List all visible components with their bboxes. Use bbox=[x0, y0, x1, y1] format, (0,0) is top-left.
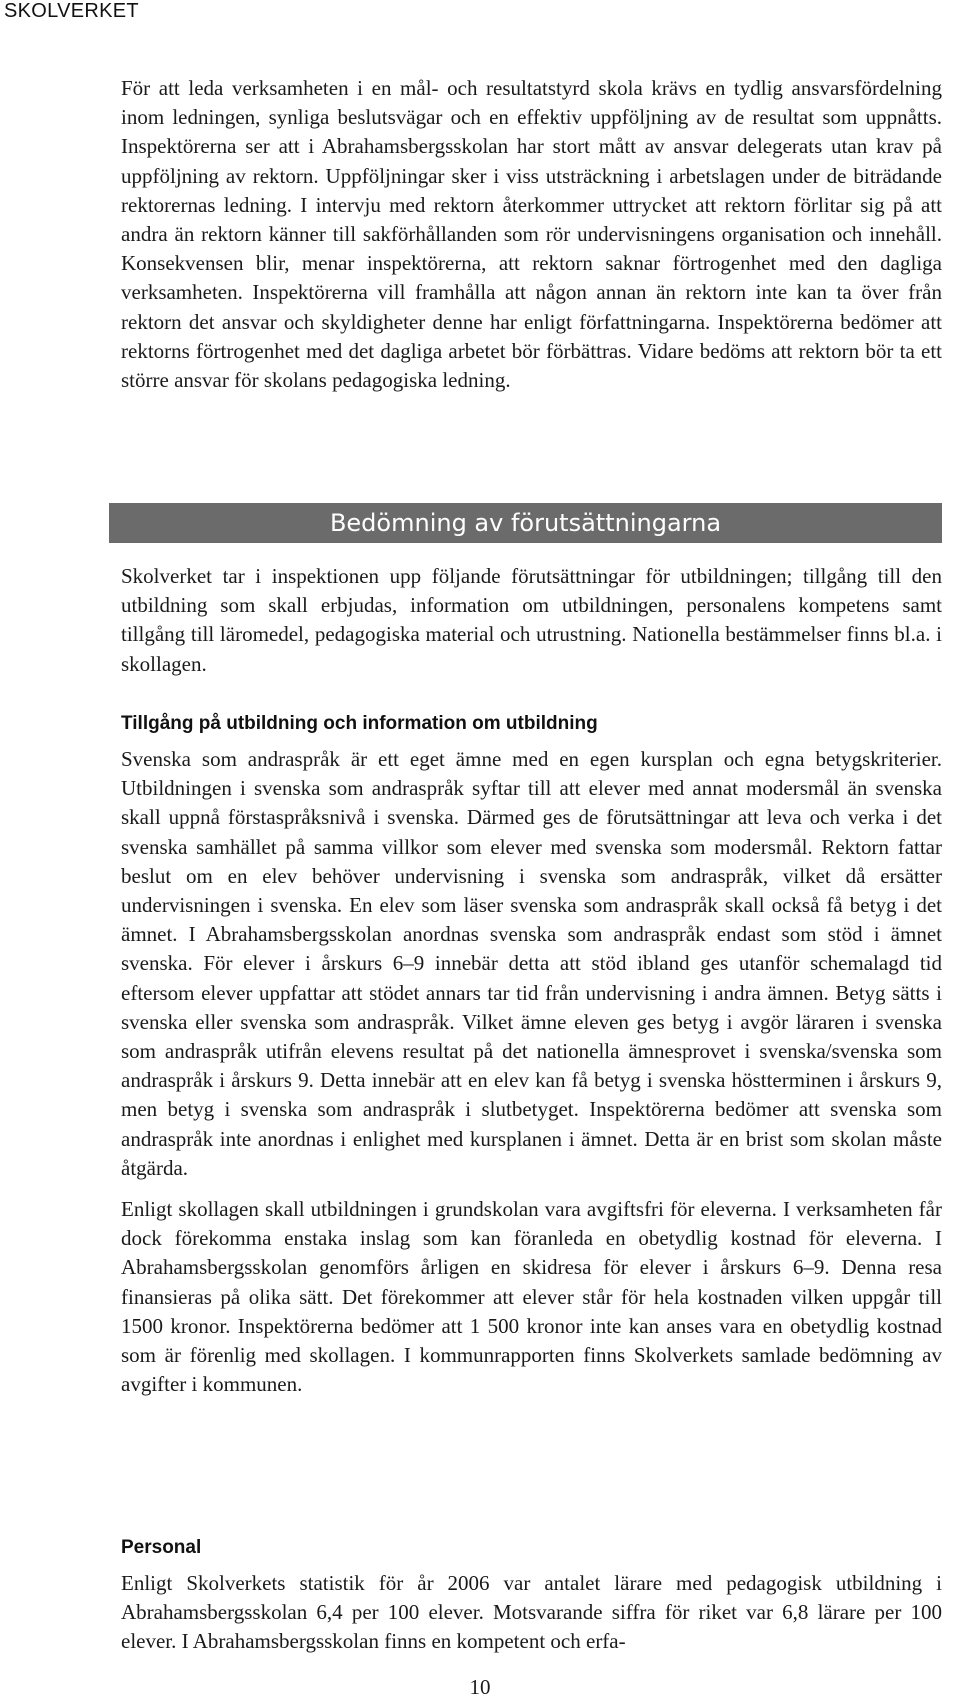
intro-paragraph: För att leda verksamheten i en mål- och resultatstyrd skola krävs en tydlig ansvarsfördelning inom ledningen, synliga beslutsvägar och en effektiv uppföljning av de resultat som uppnåtts. Inspektörerna ser att i Abrahamsbergsskolan har stort mått av ansvar delegerats utan krav på uppföljning av rektorn. Uppföljningar sker i viss utsträckning i arbetslagen under de biträdande rektorernas ledning. I intervju med rektorn återkommer uttrycket att rektorn förlitar sig på att andra än rektorn känner till sakförhållanden som rör undervisningens organisation och innehåll. Konsekvensen blir, menar inspektörerna, att rektorn saknar förtrogenhet med den dagliga verksamheten. Inspektörerna vill framhålla att någon annan än rektorn inte kan ta över från rektorn det ansvar och skyldigheter denne har enligt författningarna. Inspektörerna bedömer att rektorns förtrogenhet med det dagliga arbetet bör förbättras. Vidare bedöms att rektorn bör ta ett större ansvar för skolans pedagogiska ledning. bbox=[121, 76, 942, 393]
subsection-access bbox=[121, 713, 942, 1399]
section-banner: Bedömning av förutsättningarna bbox=[109, 503, 942, 543]
access-paragraph-2: Enligt skollagen skall utbildningen i grundskolan vara avgiftsfri för eleverna. I verksamheten får dock förekomma enstaka inslag som kan föranleda en obetydlig kostnad för eleverna. I Abrahamsbergsskolan genomförs årligen en skidresa för elever i årskurs 6–9. Denna resa finansieras på olika sätt. Det förekommer att elever står för hela kostnaden vilken uppgår till 1500 kronor. Inspektörerna bedömer att 1 500 kronor inte kan anses vara en obetydlig kostnad som är förenlig med skollagen. I kommunrapporten finns Skolverkets samlade bedömning av avgifter i kommunen. bbox=[121, 1197, 942, 1397]
running-head: SKOLVERKET bbox=[4, 0, 139, 22]
page-number: 10 bbox=[469, 1675, 491, 1699]
access-paragraph-1: Svenska som andraspråk är ett eget ämne med en egen kursplan och egna betygskriterier. Utbildningen i svenska som andraspråk syftar till att elever med annat modersmål än svenska skall uppnå förstaspråksnivå i svenska. Därmed ges de förutsättningar att leva och verka i det svenska samhället på samma villkor som elever med svenska som modersmål. Rektorn fattar beslut om en elev behöver undervisning i svenska som andraspråk, vilket då ersätter undervisningen i svenska. En elev som läser svenska som andraspråk skall också få betyg i det ämnet. I Abrahamsbergsskolan anordnas svenska som andraspråk endast som stöd i ämnet svenska. För elever i årskurs 6–9 innebär detta att stöd ibland ges utanför schemalagd tid eftersom elever uppfattar att stödet annars tar tid från undervisning i andra ämnen. Betyg sätts i svenska eller svenska som andraspråk. Vilket ämne eleven ges betyg i avgör läraren i svenska som andraspråk utifrån elevens resultat på det nationella ämnesprovet i svenska/svenska som andraspråk i årskurs 9. Detta innebär att en elev kan få betyg i svenska höstterminen i årskurs 9, men betyg i svenska som andraspråk i slutbetyget. Inspektörerna bedömer att svenska som andraspråk inte anordnas i enlighet med kursplanen i ämnet. Detta är en brist som skolan måste åtgärda. bbox=[121, 747, 942, 1180]
section-intro-paragraph: Skolverket tar i inspektionen upp följande förutsättningar för utbildningen; tillgång till den utbildning som skall erbjudas, information om utbildningen, personalens kompetens samt tillgång till läromedel, pedagogiska material och utrustning. Nationella bestämmelser finns bl.a. i skollagen. bbox=[121, 564, 942, 676]
subsection-heading-access: Tillgång på utbildning och information om utbildning bbox=[121, 713, 598, 734]
personnel-paragraph: Enligt Skolverkets statistik för år 2006 var antalet lärare med pedagogisk utbildning i Abrahamsbergsskolan 6,4 per 100 elever. Motsvarande siffra för riket var 6,8 lärare per 100 elever. I Abrahamsbergsskolan finns en kompetent och erfa- bbox=[121, 1571, 942, 1654]
subsection-heading-personnel: Personal bbox=[121, 1537, 202, 1558]
subsection-personnel bbox=[121, 1537, 942, 1657]
section-intro-block bbox=[121, 562, 942, 679]
body-section-leadership bbox=[121, 74, 942, 395]
